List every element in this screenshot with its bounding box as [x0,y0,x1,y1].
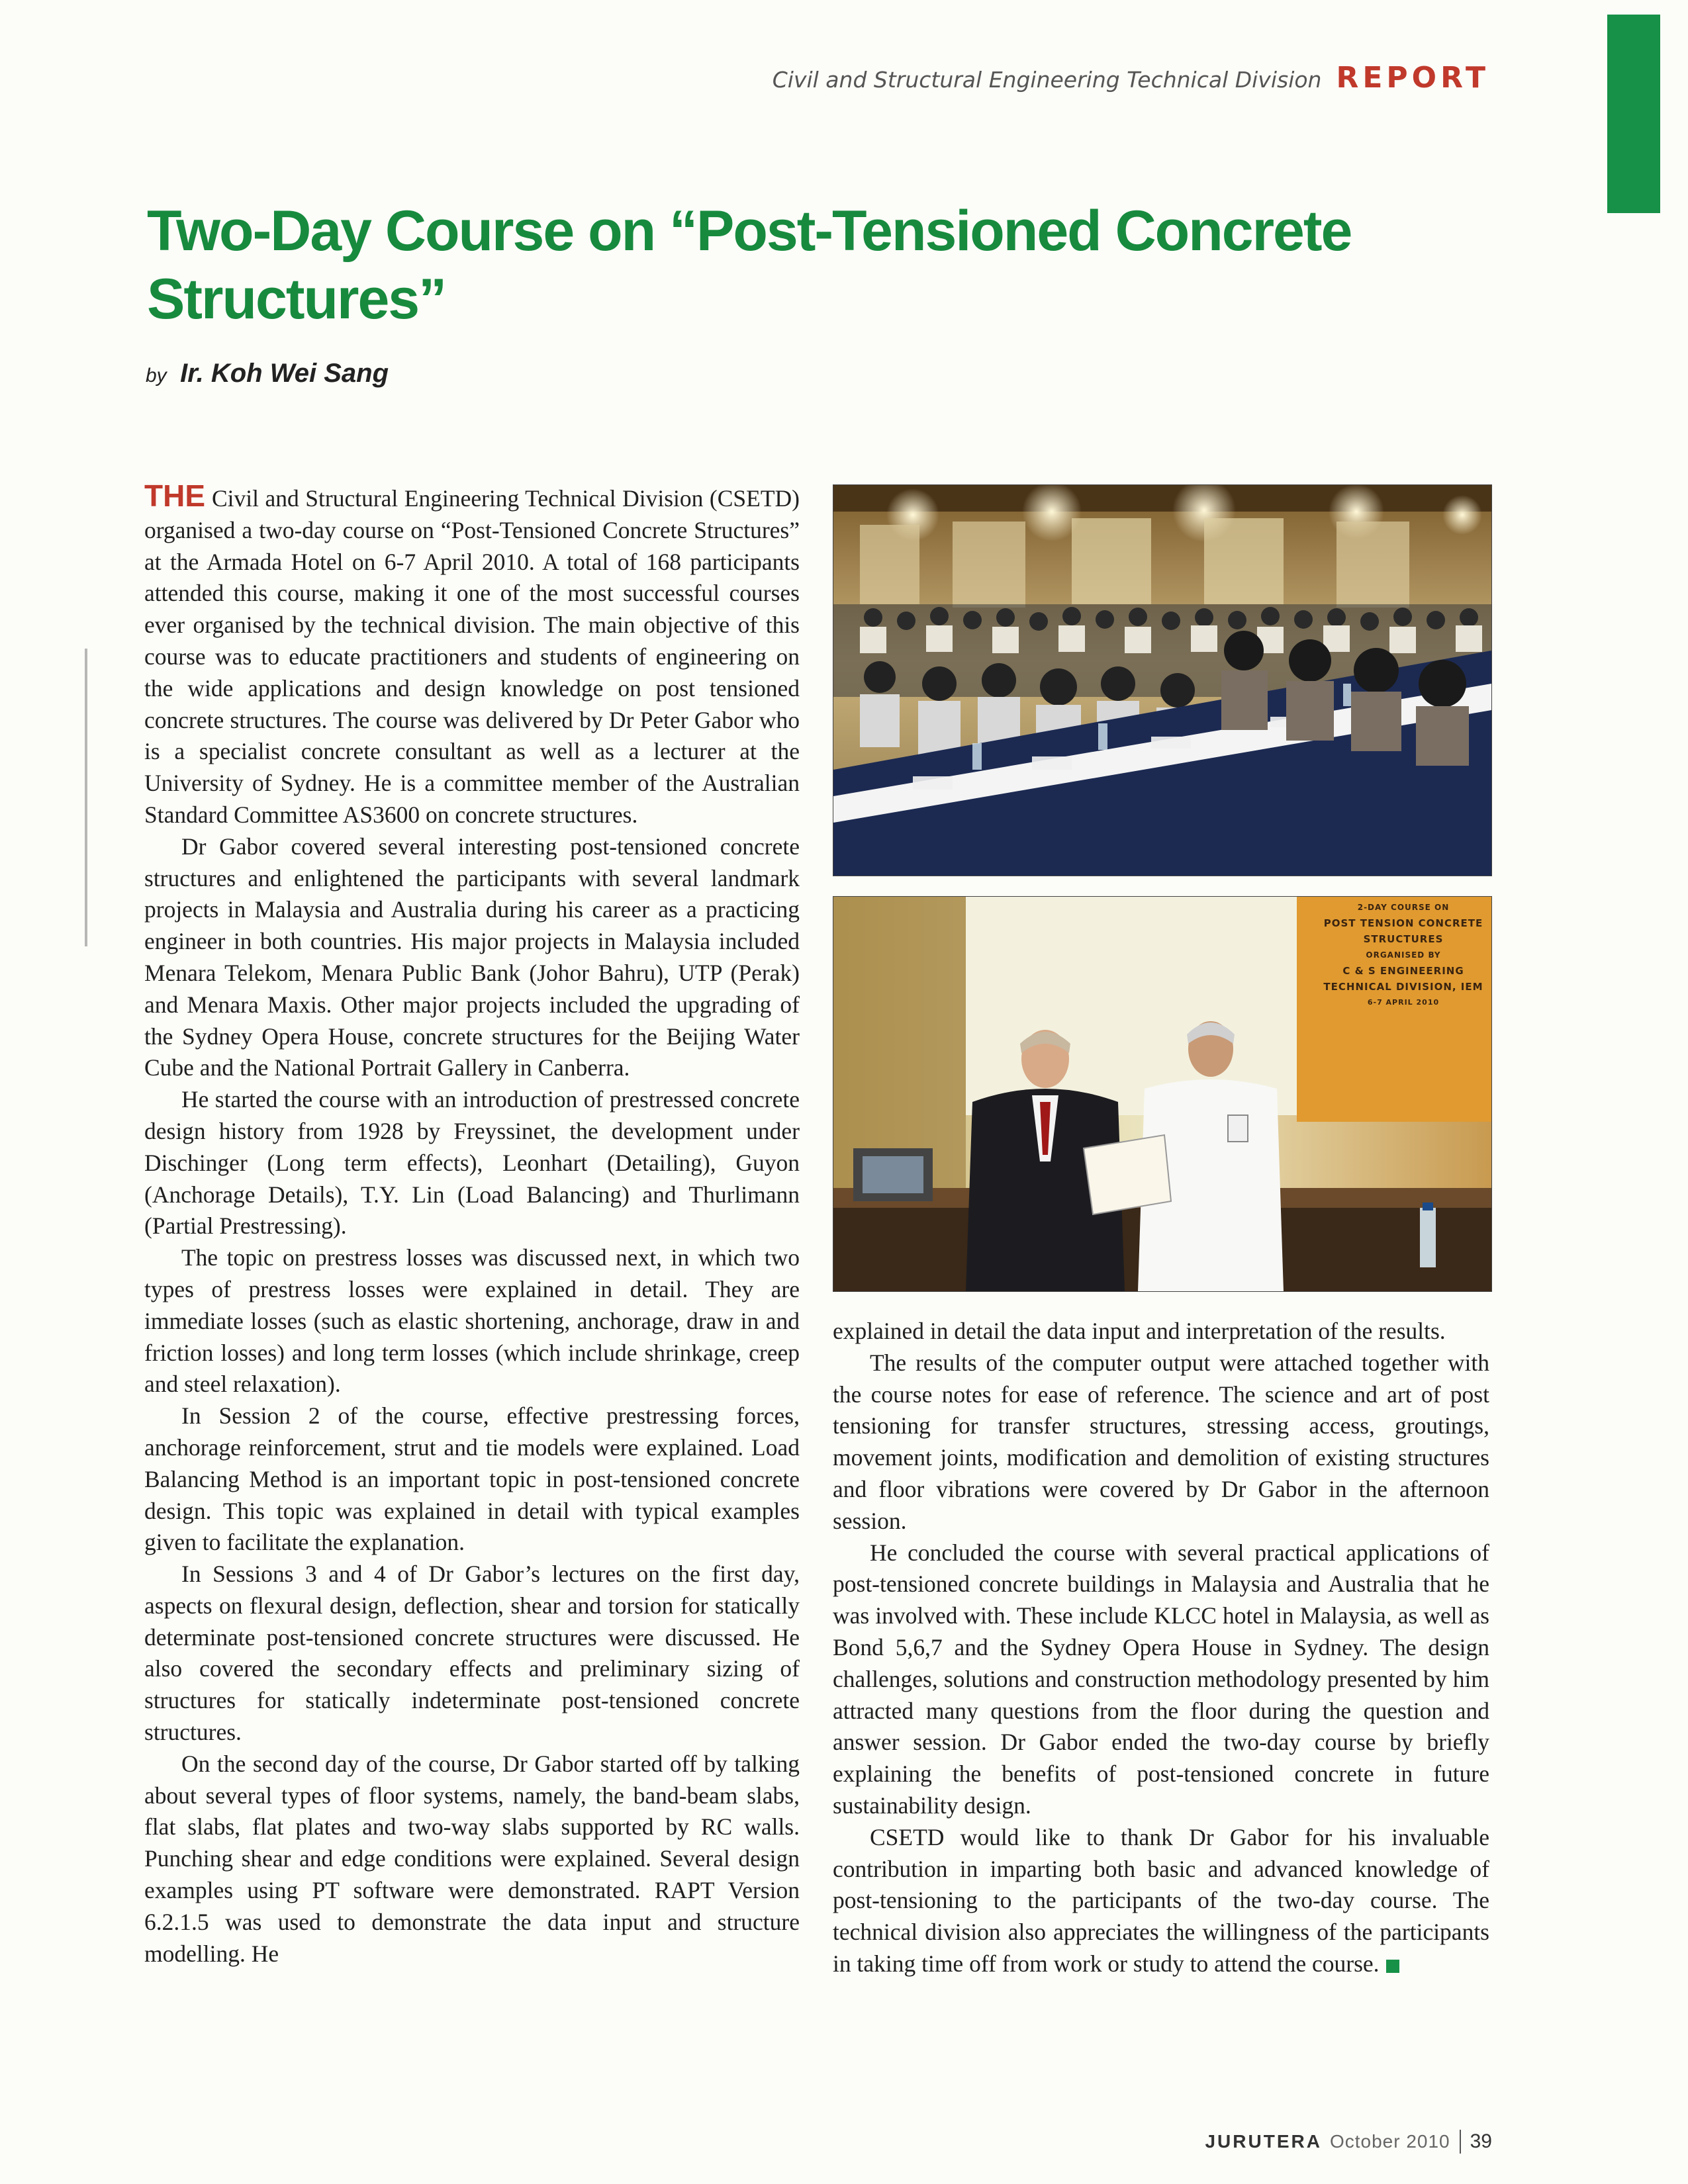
banner-line: TECHNICAL DIVISION, IEM [1323,981,1483,993]
paragraph: In Sessions 3 and 4 of Dr Gabor’s lectures on the first day, aspects on flexural design, deflection, shear and torsion for statically determinate post-tensioned concrete structures were discussed. He also covered the secondary effects and preliminary sizing of structures for statically indeterminate post-tensioned concrete structures. [144,1561,800,1746]
photo-banner [1317,899,1490,1011]
byline [146,359,389,388]
section-label: REPORT [1336,61,1489,95]
byline-prefix: by [146,365,167,387]
banner-line: ORGANISED BY [1366,950,1441,960]
banner-line: STRUCTURES [1363,933,1444,945]
issue-date: October 2010 [1329,2131,1450,2152]
article-title: Two-Day Course on “Post-Tensioned Concrete Structures” [147,199,1352,331]
paragraph: The results of the computer output were attached together with the course notes for ease of reference. The science and art of post tensioning for transfer structures, stressing access, groutings, movement joints, modification and demolition of existing structures and floor vibrations were covered by Dr Gabor in the afternoon session. [833,1349,1489,1534]
author-name: Ir. Koh Wei Sang [180,359,389,388]
right-column [833,1316,1489,1980]
division-name: Civil and Structural Engineering Technical Division [772,67,1322,93]
running-header [773,61,1489,95]
banner-line: POST TENSION CONCRETE [1323,917,1483,929]
paragraph [144,480,800,831]
paragraph: Dr Gabor covered several interesting post-tensioned concrete structures and enlightened the participants with several landmark projects in Malaysia and Australia during his career as a practicing engineer in both countries. His major projects in Malaysia included Menara Telekom, Menara Public Bank (Johor Bahru), UTP (Perak) and Menara Maxis. Other major projects included the upgrading of the Sydney Opera House, concrete structures for the Beijing Water Cube and the National Portrait Gallery in Canberra. [144,833,800,1081]
left-column [144,480,800,1970]
paragraph: explained in detail the data input and interpretation of the results. [833,1318,1446,1344]
lead-in-word: THE [144,478,205,513]
page-number: 39 [1470,2130,1492,2152]
paragraph [833,1822,1489,1980]
paragraph: In Session 2 of the course, effective prestressing forces, anchorage reinforcement, strut and tie models were explained. Load Balancing Method is an important topic in post-tensioned concrete design. This topic was explained in detail with typical examples given to facilitate the explanation. [144,1402,800,1556]
photo-certificate-presentation [833,896,1492,1292]
photo-course-participants [833,484,1492,876]
paragraph: He started the course with an introduction of prestressed concrete design history from 1928 by Freyssinet, the development under Dischinger (Long term effects), Leonhart (Detailing), Guyon (Anchorage Details), T.Y. Lin (Load Balancing) and Thurlimann (Partial Prestressing). [144,1086,800,1240]
footer-divider [1460,2130,1461,2154]
banner-line: 2-DAY COURSE ON [1357,903,1450,912]
paragraph: He concluded the course with several practical applications of post-tensioned concrete buildings in Malaysia and Australia that he was involved with. These include KLCC hotel in Malaysia, as well as Bond 5,6,7 and the Sydney Opera House in Sydney. The design challenges, solutions and construction methodology presented by him attracted many questions from the floor during the question and answer session. Dr Gabor ended the two-day course by briefly explaining the benefits of post-tensioned concrete in future sustainability design. [833,1539,1489,1819]
banner-line: 6-7 APRIL 2010 [1367,998,1440,1007]
paragraph-text: CSETD would like to thank Dr Gabor for his invaluable contribution in imparting both basic and advanced knowledge of post-tensioning to the participants of the two-day course. The technical division also appreciates the willingness of the participants in taking time off from work or study to attend the course. [833,1823,1489,1977]
paragraph: On the second day of the course, Dr Gabor started off by talking about several types of floor systems, namely, the band-beam slabs, flat slabs, flat plates and two-way slabs supported by RC walls. Punching shear and edge conditions were explained. Several design examples using PT software were demonstrated. RAPT Version 6.2.1.5 was used to demonstrate the data input and structure modelling. He [144,1750,800,1967]
photo-conference-room [833,485,1491,876]
page-footer [1205,2130,1492,2154]
section-color-tab [1607,15,1660,213]
paragraph: The topic on prestress losses was discussed next, in which two types of prestress losses were explained in detail. They are immediate losses (such as elastic shortening, anchorage, draw in and friction losses) and long term losses (which include shrinkage, creep and steel relaxation). [144,1244,800,1398]
magazine-name: JURUTERA [1205,2131,1322,2152]
paragraph-text: Civil and Structural Engineering Technical Division (CSETD) organised a two-day course on “Post-Tensioned Concrete Structures” at the Armada Hotel on 6-7 April 2010. A total of 168 participants attended this course, making it one of the most successful courses ever organised by the technical division. The main objective of this course was to educate practitioners and students of engineering on the wide applications and design knowledge on post tensioned concrete structures. The course was delivered by Dr Peter Gabor who is a specialist concrete consultant as well as a lecturer at the University of Sydney. He is a committee member of the Australian Standard Committee AS3600 on concrete structures. [144,485,800,828]
banner-line: C & S ENGINEERING [1342,965,1464,977]
scan-margin-mark [85,649,87,946]
end-of-article-icon [1386,1960,1399,1973]
